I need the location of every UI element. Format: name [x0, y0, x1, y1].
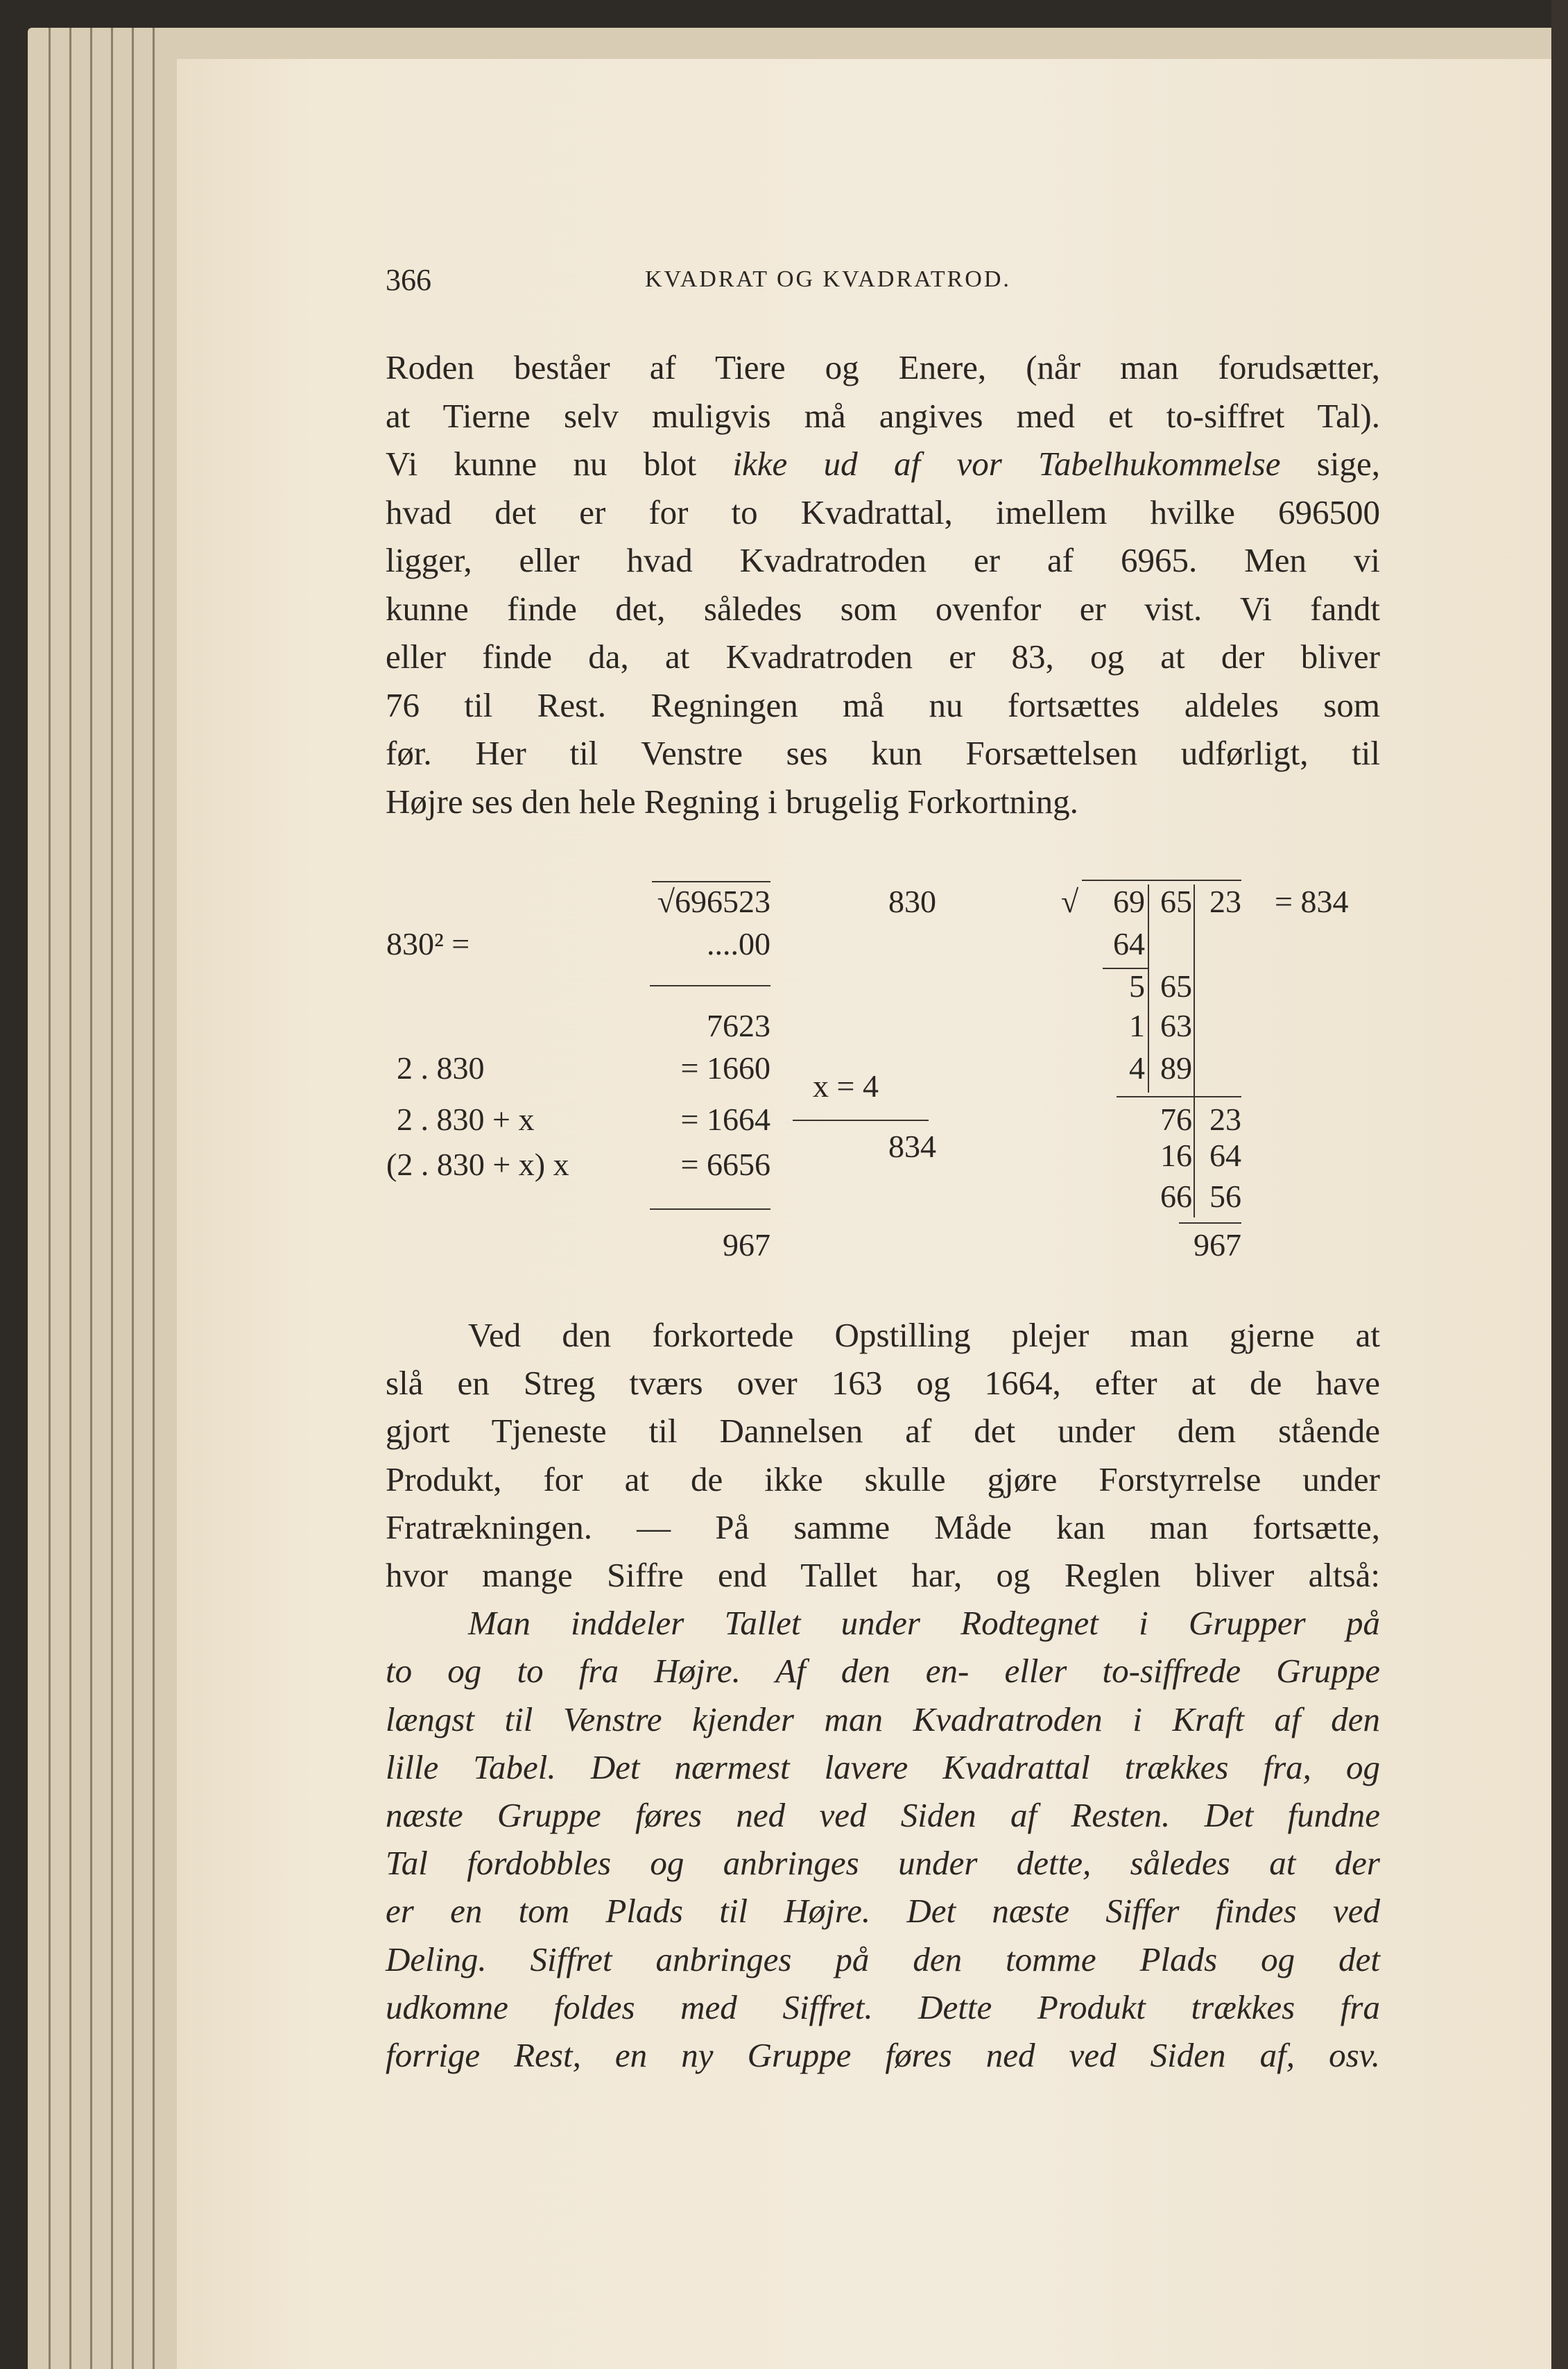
text-segment: Vi kunne nu blot	[386, 445, 733, 483]
text-line: Ved den forkortede Opstilling plejer man gjerne at	[468, 1316, 1380, 1354]
digit-group: 63	[1160, 1008, 1192, 1043]
digit-group: 65	[1160, 884, 1192, 919]
rule-text-line: Tal fordobbles og anbringes under dette, således at der	[386, 1844, 1380, 1883]
square-label: 830² =	[386, 926, 470, 961]
radicand: √696523	[657, 884, 770, 919]
rule-text-line: udkomne foldes med Siffret. Dette Produkt trækkes fra	[386, 1987, 1380, 2026]
right-result: = 834	[1275, 884, 1349, 919]
rule-text-line: lille Tabel. Det nærmest lavere Kvadrattal trækkes fra, og	[386, 1747, 1380, 1786]
text-segment: sige,	[1280, 445, 1380, 483]
text-line: at Tierne selv muligvis må angives med et to-siffret Tal).	[386, 396, 1380, 435]
digit-group: 16	[1160, 1138, 1192, 1173]
text-line	[386, 443, 1380, 485]
x-value: x = 4	[813, 1068, 879, 1104]
product-label: (2 . 830 + x) x	[386, 1147, 569, 1182]
text-line: slå en Streg tværs over 163 og 1664, efter at de have	[386, 1364, 1380, 1403]
remainder-2: 967	[723, 1227, 770, 1263]
text-line: før. Her til Venstre ses kun Forsættelsen udførligt, til	[386, 734, 1380, 772]
digit-group: 65	[1160, 968, 1192, 1004]
text-line: eller finde da, at Kvadratroden er 83, og at der bliver	[386, 638, 1380, 676]
digit-group: 64	[1209, 1138, 1241, 1173]
rule-text-line: Man inddeler Tallet under Rodtegnet i Grupper på	[468, 1604, 1380, 1643]
emphasized-text: ikke ud af vor Tabelhukommelse	[732, 445, 1281, 483]
divisor-label: 2 . 830 + x	[397, 1102, 535, 1137]
page-number: 366	[386, 263, 431, 297]
trial-root: 830	[888, 884, 936, 919]
double-value: = 1660	[680, 1050, 770, 1086]
digit-group: 66	[1160, 1179, 1192, 1214]
digit-group: 23	[1209, 884, 1241, 919]
root-result: 834	[888, 1129, 936, 1164]
digit-group: 23	[1209, 1102, 1241, 1137]
text-line: ligger, eller hvad Kvadratroden er af 6965. Men vi	[386, 541, 1380, 579]
digit-group: 5	[1129, 968, 1145, 1004]
rule-text-line: er en tom Plads til Højre. Det næste Siffer findes ved	[386, 1892, 1380, 1931]
text-line: Højre ses den hele Regning i brugelig Forkortning.	[386, 782, 1078, 821]
text-line: Produkt, for at de ikke skulle gjøre Forstyrrelse under	[386, 1460, 1380, 1498]
square-value: ....00	[707, 926, 770, 961]
divisor-value: = 1664	[680, 1102, 770, 1137]
rule-text-line: længst til Venstre kjender man Kvadratroden i Kraft af den	[386, 1700, 1380, 1738]
text-line: hvad det er for to Kvadrattal, imellem hvilke 696500	[386, 493, 1380, 531]
digit-group: 76	[1160, 1102, 1192, 1137]
text-line: Fratrækningen. — På samme Måde kan man fortsætte,	[386, 1507, 1380, 1546]
digit-group: 89	[1160, 1050, 1192, 1086]
remainder-1: 7623	[707, 1008, 770, 1043]
rule-text-line: næste Gruppe føres ned ved Siden af Resten. Det fundne	[386, 1796, 1380, 1834]
text-line: kunne finde det, således som ovenfor er vist. Vi fandt	[386, 589, 1380, 628]
digit-group: 64	[1113, 926, 1145, 961]
text-line: hvor mange Siffre end Tallet har, og Reglen bliver altså:	[386, 1556, 1380, 1594]
rule-text-line: forrige Rest, en ny Gruppe føres ned ved Siden af, osv.	[386, 2036, 1380, 2074]
radical-sign: √	[1061, 884, 1079, 919]
text-line: gjort Tjeneste til Dannelsen af det under dem stående	[386, 1412, 1380, 1451]
digit-group: 56	[1209, 1179, 1241, 1214]
text-line: 76 til Rest. Regningen må nu fortsættes aldeles som	[386, 685, 1380, 724]
running-title: KVADRAT OG KVADRATROD.	[645, 266, 1011, 292]
digit-group: 4	[1129, 1050, 1145, 1086]
rule-text-line: Deling. Siffret anbringes på den tomme Plads og det	[386, 1940, 1380, 1978]
digit-group: 69	[1113, 884, 1145, 919]
double-label: 2 . 830	[397, 1050, 485, 1086]
rule-text-line: to og to fra Højre. Af den en- eller to-siffrede Gruppe	[386, 1652, 1380, 1691]
product-value: = 6656	[680, 1147, 770, 1182]
right-remainder: 967	[1194, 1227, 1241, 1263]
page-right-edge	[1551, 0, 1568, 2369]
text-line: Roden beståer af Tiere og Enere, (når man forudsætter,	[386, 348, 1380, 386]
digit-group: 1	[1129, 1008, 1145, 1043]
